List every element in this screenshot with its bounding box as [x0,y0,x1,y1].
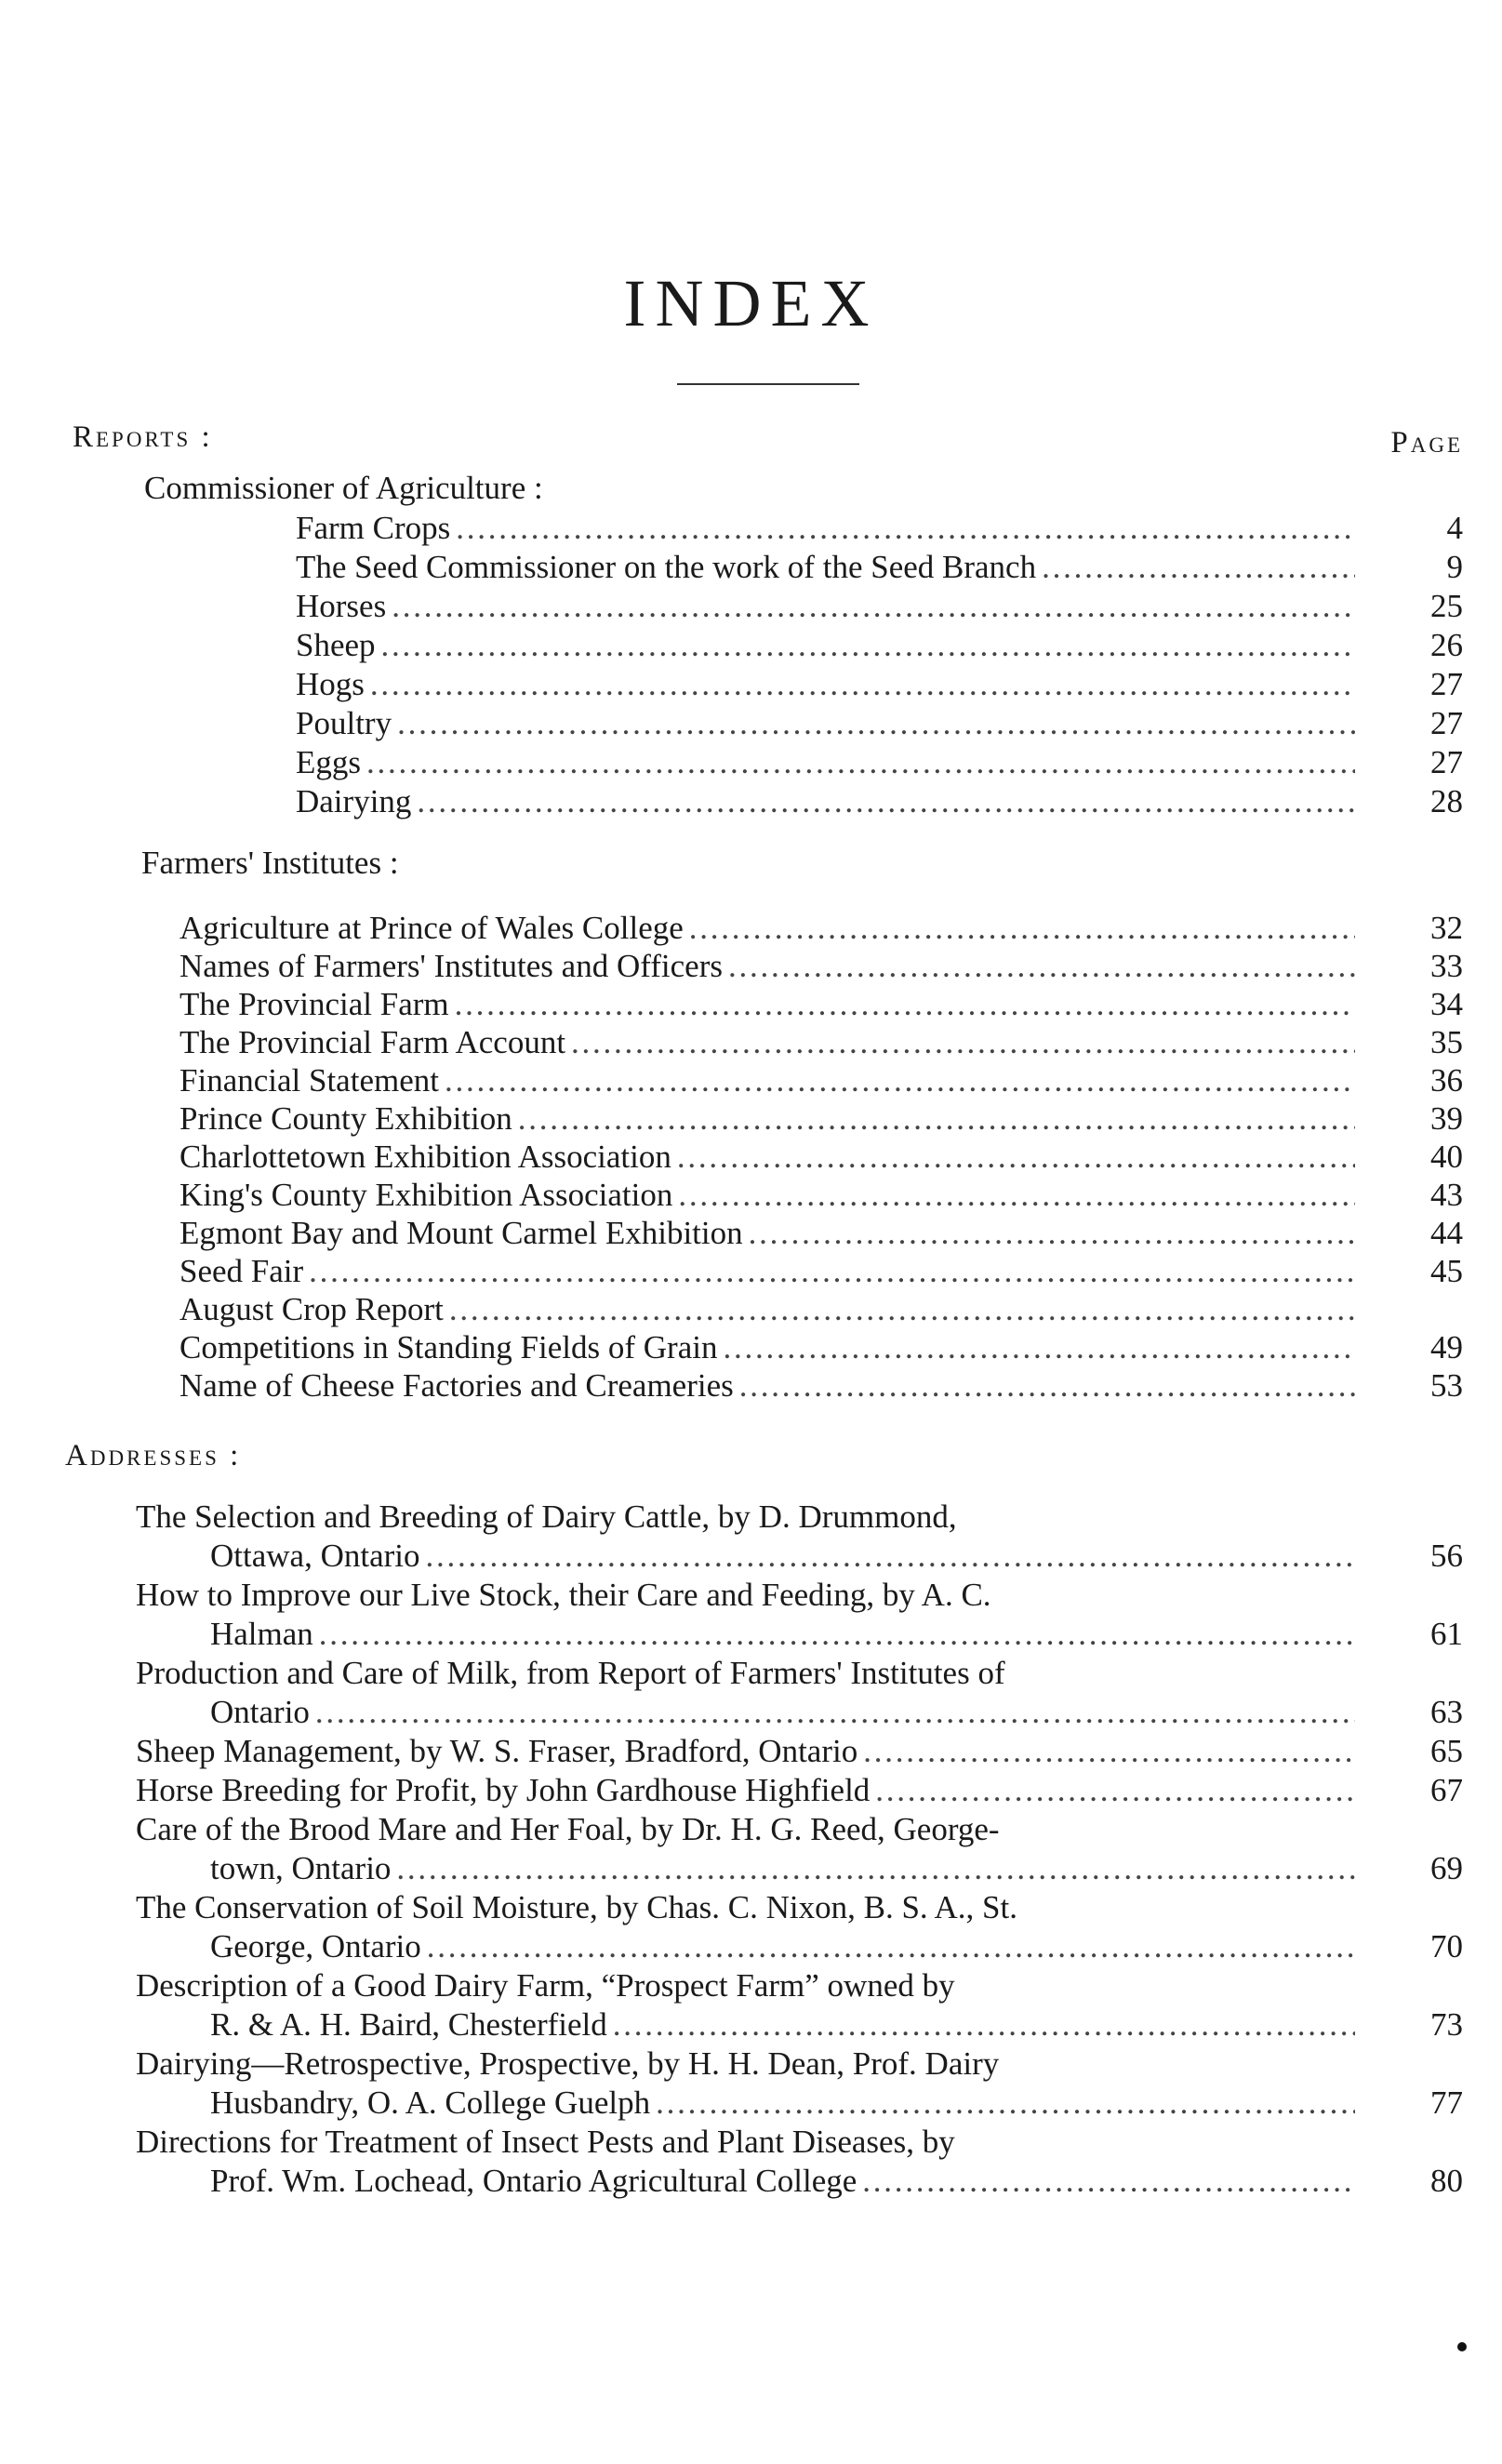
entry-page: 63 [1430,1694,1463,1730]
leader-dots [449,1290,1355,1329]
entry-title-line: How to Improve our Live Stock, their Care and Feeding, by A. C. [136,1577,991,1613]
leader-dots [518,1099,1355,1139]
entry-page: 32 [1430,910,1463,946]
list-item [296,509,1463,548]
entry-title: Farm Crops [296,510,451,546]
leader-dots [1042,548,1355,587]
entry-title: Prince County Exhibition [179,1100,512,1137]
entry-page: 34 [1430,986,1463,1022]
list-item [179,1214,1463,1253]
entry-title: Name of Cheese Factories and Creameries [179,1367,734,1404]
entry-page: 35 [1430,1024,1463,1060]
list-item [136,1966,1463,2044]
reports-heading: Reports : [73,420,213,454]
entry-title: Egmont Bay and Mount Carmel Exhibition [179,1215,743,1251]
entry-page: 33 [1430,948,1463,984]
leader-dots [739,1366,1355,1405]
entry-title: Horses [296,588,387,624]
entry-page: 36 [1430,1062,1463,1099]
page-column-heading: Page [1390,426,1463,460]
list-item [136,1576,1463,1654]
entry-title-cont: Prof. Wm. Lochead, Ontario Agricultural College [210,2163,857,2199]
list-item [136,1654,1463,1732]
entry-title-cont: town, Ontario [210,1850,392,1886]
entry-page: 67 [1430,1772,1463,1808]
leader-dots [427,1927,1355,1966]
entry-page: 4 [1446,510,1463,546]
list-item [136,1888,1463,1966]
leader-dots [456,509,1355,548]
entry-title-line: Dairying—Retrospective, Prospective, by H. H. Dean, Prof. Dairy [136,2045,1000,2082]
list-item [179,947,1463,986]
list-item [296,626,1463,665]
list-item [179,1099,1463,1139]
entry-page: 27 [1430,666,1463,702]
entry-title-line: Description of a Good Dairy Farm, “Prospect Farm” owned by [136,1967,955,2004]
entry-title-cont: Ontario [210,1694,310,1730]
leader-dots [366,743,1355,782]
entry-title: King's County Exhibition Association [179,1177,673,1213]
entry-page: 27 [1430,705,1463,741]
leader-dots [613,2005,1355,2044]
entry-page: 27 [1430,744,1463,780]
list-item [136,2044,1463,2123]
entry-title: Hogs [296,666,365,702]
entry-title-cont: Ottawa, Ontario [210,1538,420,1574]
entry-page: 77 [1430,2084,1463,2121]
leader-dots [678,1176,1355,1215]
commissioner-heading: Commissioner of Agriculture : [144,470,543,506]
entry-page: 49 [1430,1329,1463,1365]
leader-dots [425,1537,1355,1576]
entry-title-cont: R. & A. H. Baird, Chesterfield [210,2006,607,2043]
entry-title: Horse Breeding for Profit, by John Gardhouse Highfield [136,1772,871,1808]
entry-page: 61 [1430,1616,1463,1652]
list-item [136,2123,1463,2201]
leader-dots [445,1061,1355,1100]
entry-title: August Crop Report [179,1291,444,1327]
entry-title-line: Directions for Treatment of Insect Pests and Plant Diseases, by [136,2124,955,2160]
entry-page: 26 [1430,627,1463,663]
entry-page: 44 [1430,1215,1463,1251]
leader-dots [656,2084,1355,2123]
entry-page: 69 [1430,1850,1463,1886]
entry-page: 28 [1430,783,1463,819]
list-item [179,1290,1463,1329]
leader-dots [396,1849,1355,1888]
entry-page: 56 [1430,1538,1463,1574]
leader-dots [397,704,1355,743]
leader-dots [392,587,1355,626]
leader-dots [863,1732,1355,1771]
leader-dots [723,1328,1355,1367]
entry-title: Dairying [296,783,412,819]
entry-title: Charlottetown Exhibition Association [179,1139,671,1175]
entry-title-line: The Conservation of Soil Moisture, by Chas. C. Nixon, B. S. A., St. [136,1889,1017,1925]
leader-dots [728,947,1355,986]
list-item [179,1176,1463,1215]
entry-title-cont: Husbandry, O. A. College Guelph [210,2084,651,2121]
entry-title-line: The Selection and Breeding of Dairy Cattle, by D. Drummond, [136,1498,957,1535]
entry-title: Financial Statement [179,1062,439,1099]
list-item [179,1138,1463,1177]
entry-page: 65 [1430,1733,1463,1769]
leader-dots [381,626,1355,665]
leader-dots [455,985,1355,1024]
list-item [296,665,1463,704]
list-item [179,909,1463,948]
leader-dots [875,1771,1355,1810]
list-item [296,704,1463,743]
entry-page: 25 [1430,588,1463,624]
entry-page: 40 [1430,1139,1463,1175]
title-rule [677,383,859,385]
entry-page: 73 [1430,2006,1463,2043]
list-item [136,1810,1463,1888]
institutes-heading: Farmers' Institutes : [141,845,399,881]
list-item [179,1061,1463,1100]
list-item [179,1366,1463,1405]
leader-dots [315,1693,1355,1732]
list-item [136,1771,1463,1810]
entry-title-cont: Halman [210,1616,313,1652]
entry-title: Sheep [296,627,376,663]
leader-dots [677,1138,1355,1177]
entry-title: The Provincial Farm [179,986,449,1022]
page-title: INDEX [623,266,879,340]
entry-page: 53 [1430,1367,1463,1404]
list-item [179,1328,1463,1367]
entry-page: 39 [1430,1100,1463,1137]
entry-title: Sheep Management, by W. S. Fraser, Bradford, Ontario [136,1733,858,1769]
list-item [179,985,1463,1024]
entry-title-line: Production and Care of Milk, from Report of Farmers' Institutes of [136,1655,1005,1691]
leader-dots [319,1615,1355,1654]
list-item [136,1732,1463,1771]
entry-title: Names of Farmers' Institutes and Officers [179,948,723,984]
entry-page: 45 [1430,1253,1463,1289]
entry-title: Poultry [296,705,392,741]
list-item [296,587,1463,626]
list-item [296,782,1463,821]
bullet-mark [1457,2342,1467,2351]
leader-dots [862,2162,1355,2201]
leader-dots [417,782,1355,821]
entry-title: Competitions in Standing Fields of Grain [179,1329,718,1365]
entry-title-line: Care of the Brood Mare and Her Foal, by Dr. H. G. Reed, George- [136,1811,1000,1847]
list-item [136,1498,1463,1576]
list-item [296,548,1463,587]
list-item [179,1252,1463,1291]
leader-dots [749,1214,1355,1253]
entry-title: Seed Fair [179,1253,304,1289]
leader-dots [370,665,1355,704]
leader-dots [571,1023,1355,1062]
entry-page: 43 [1430,1177,1463,1213]
entry-title-cont: George, Ontario [210,1928,421,1965]
entry-title: The Provincial Farm Account [179,1024,566,1060]
entry-page: 9 [1446,549,1463,585]
entry-title: The Seed Commissioner on the work of the Seed Branch [296,549,1037,585]
entry-page: 70 [1430,1928,1463,1965]
list-item [296,743,1463,782]
leader-dots [309,1252,1355,1291]
entry-title: Eggs [296,744,361,780]
entry-page: 80 [1430,2163,1463,2199]
list-item [179,1023,1463,1062]
entry-title: Agriculture at Prince of Wales College [179,910,684,946]
leader-dots [689,909,1355,948]
addresses-heading: Addresses : [65,1439,242,1472]
